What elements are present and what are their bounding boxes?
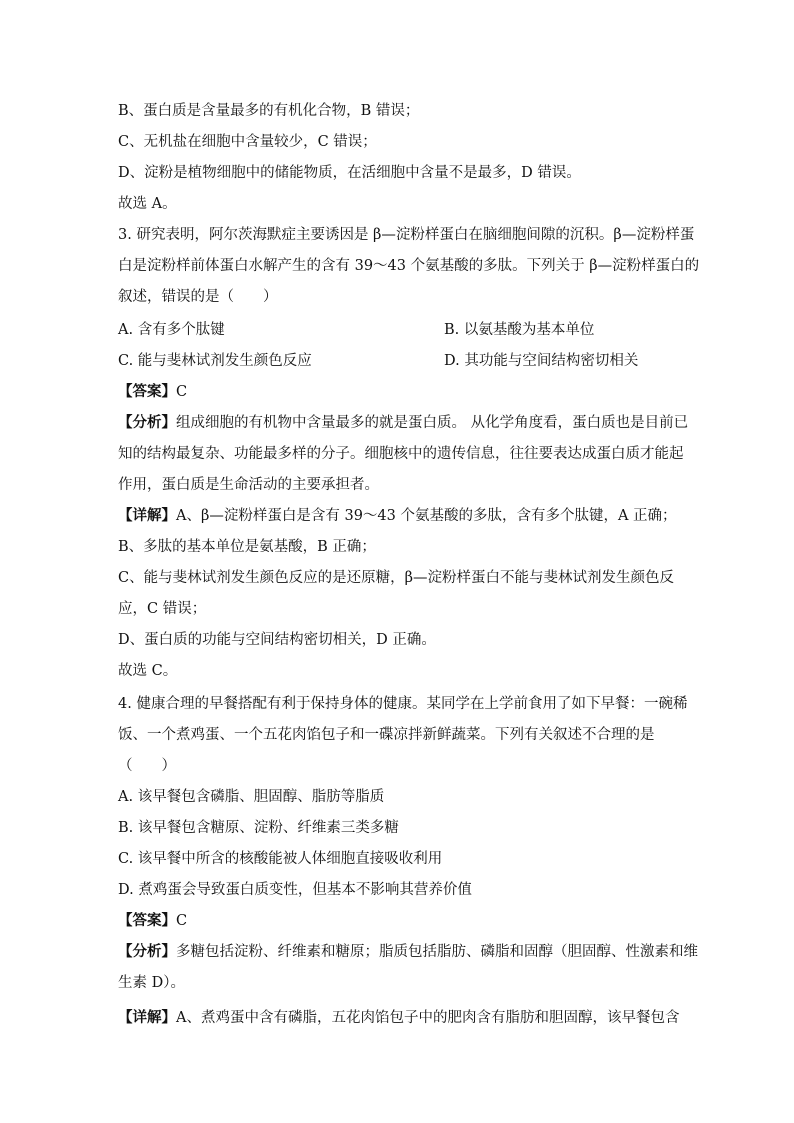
text-line: 故选 C。 (118, 663, 178, 679)
question-4-stem: 4. 健康合理的早餐搭配有利于保持身体的健康。某同学在上学前食用了如下早餐：一碗稀 (118, 696, 688, 712)
question-3-stem: 3. 研究表明，阿尔茨海默症主要诱因是 β—淀粉样蛋白在脑细胞间隙的沉积。β—淀粉样蛋 (118, 227, 695, 243)
text-line: D、蛋白质的功能与空间结构密切相关，D 正确。 (118, 632, 436, 648)
analysis-tag: 【分析】 (118, 414, 176, 431)
text-line: 作用，蛋白质是生命活动的主要承担者。 (118, 477, 379, 493)
analysis-line (118, 413, 688, 433)
answer-value: C (176, 384, 188, 400)
question-3-options-row-1 (118, 320, 718, 340)
explanation-line (118, 506, 677, 526)
option-a: A. 该早餐包含磷脂、胆固醇、脂肪等脂质 (118, 789, 385, 805)
question-3-stem: 白是淀粉样前体蛋白水解产生的含有 39～43 个氨基酸的多肽。下列关于 β—淀粉样蛋白的 (118, 258, 700, 274)
explanation-text: A、煮鸡蛋中含有磷脂，五花肉馅包子中的肥肉含有脂肪和胆固醇，该早餐包含 (176, 1010, 680, 1026)
question-4-stem: （ ） (118, 758, 176, 774)
text-line: C、无机盐在细胞中含量较少，C 错误； (118, 134, 377, 150)
text-line: 生素 D）。 (118, 975, 185, 991)
answer-tag: 【答案】 (118, 383, 176, 400)
analysis-text: 组成细胞的有机物中含量最多的就是蛋白质。 从化学角度看，蛋白质也是目前已 (176, 415, 689, 431)
answer-line (118, 382, 187, 402)
explanation-line (118, 1008, 679, 1028)
option-c: C. 该早餐中所含的核酸能被人体细胞直接吸收利用 (118, 851, 443, 867)
analysis-tag: 【分析】 (118, 943, 176, 960)
text-line: D、淀粉是植物细胞中的储能物质，在活细胞中含量不是最多，D 错误。 (118, 165, 581, 181)
explanation-tag: 【详解】 (118, 1009, 176, 1026)
option-d: D. 其功能与空间结构密切相关 (444, 353, 639, 369)
answer-value: C (176, 913, 188, 929)
option-d: D. 煮鸡蛋会导致蛋白质变性，但基本不影响其营养价值 (118, 882, 472, 898)
question-3-stem: 叙述，错误的是（ ） (118, 289, 278, 305)
text-line: B、多肽的基本单位是氨基酸，B 正确； (118, 539, 376, 555)
analysis-text: 多糖包括淀粉、纤维素和糖原；脂质包括脂肪、磷脂和固醇（胆固醇、性激素和维 (176, 944, 698, 960)
question-4-stem: 饭、一个煮鸡蛋、一个五花肉馅包子和一碟凉拌新鲜蔬菜。下列有关叙述不合理的是 (118, 727, 655, 743)
answer-line (118, 911, 187, 931)
explanation-tag: 【详解】 (118, 507, 176, 524)
option-c: C. 能与斐林试剂发生颜色反应 (118, 353, 312, 369)
text-line: 故选 A。 (118, 196, 177, 212)
analysis-line (118, 942, 698, 962)
option-b: B. 以氨基酸为基本单位 (444, 322, 595, 338)
text-line: B、蛋白质是含量最多的有机化合物，B 错误； (118, 103, 420, 119)
option-b: B. 该早餐包含糖原、淀粉、纤维素三类多糖 (118, 820, 399, 836)
text-line: 知的结构最复杂、功能最多样的分子。细胞核中的遗传信息，往往要表达成蛋白质才能起 (118, 446, 684, 462)
answer-tag: 【答案】 (118, 912, 176, 929)
text-line: 应，C 错误； (118, 601, 207, 617)
question-3-options-row-2 (118, 351, 718, 371)
option-a: A. 含有多个肽键 (118, 322, 225, 338)
text-line: C、能与斐林试剂发生颜色反应的是还原糖，β—淀粉样蛋白不能与斐林试剂发生颜色反 (118, 570, 674, 586)
explanation-text: A、β—淀粉样蛋白是含有 39～43 个氨基酸的多肽，含有多个肽键，A 正确； (176, 508, 677, 524)
